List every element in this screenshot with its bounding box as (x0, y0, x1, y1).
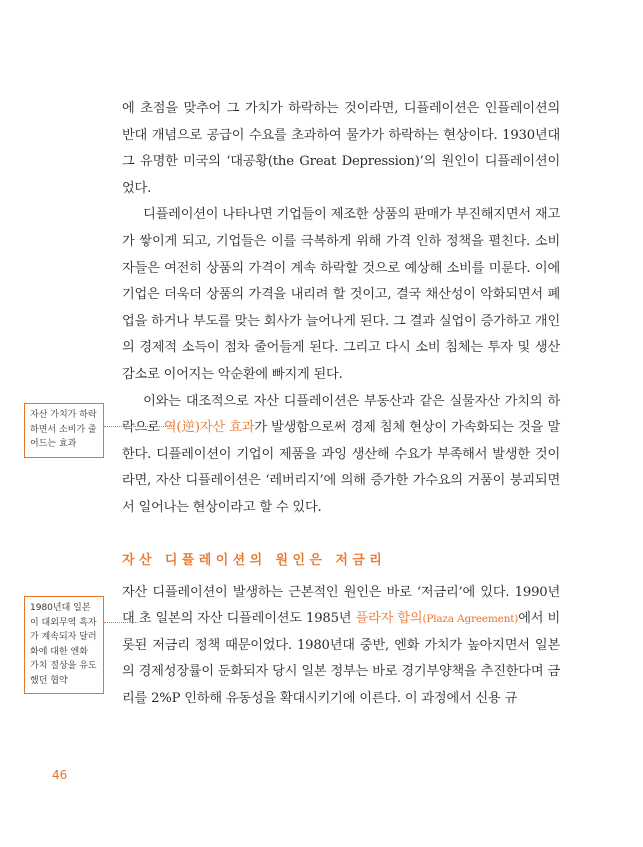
term-plaza-agreement-main: 플라자 합의 (355, 611, 423, 627)
term-reverse-asset-effect: 역(逆)자산 효과 (163, 420, 255, 436)
section-asset-deflation-cause (122, 550, 560, 713)
page-number: 46 (52, 768, 68, 782)
main-body-text (122, 96, 560, 712)
margin-note-plaza-agreement: 1980년대 일본이 대외무역 흑자가 계속되자 달러화에 대한 엔화 가치 절상을 유도했던 협약 (24, 596, 104, 694)
paragraph-1: 에 초점을 맞추어 그 가치가 하락하는 것이라면, 디플레이션은 인플레이션의 반대 개념으로 공급이 수요를 초과하여 물가가 하락하는 현상이다. 1930년대 그 유명한 미국의 ‘대공황(the Great Depression)’의 원인이 디플레이션이었다. (122, 101, 560, 196)
paragraph-3 (122, 389, 560, 522)
paragraph-2: 디플레이션이 나타나면 기업들이 제조한 상품의 판매가 부진해지면서 재고가 쌓이게 되고, 기업들은 이를 극복하게 위해 가격 인하 정책을 펼친다. 소비자들은 여전히 상품의 가격이 계속 하락할 것으로 예상해 소비를 미룬다. 이에 기업은 더욱더 상품의 가격을 내리려 할 것이고, 결국 채산성이 악화되면서 폐업을 하거나 부도를 맞는 회사가 늘어나게 된다. 그 결과 실업이 증가하고 개인의 경제적 소득이 점차 줄어들게 된다. 그리고 다시 소비 침체는 투자 및 생산 감소로 이어지는 악순환에 빠지게 된다. (122, 207, 560, 382)
section-paragraph-after: 에서 비롯된 저금리 정책 때문이었다. 1980년대 중반, 엔화 가치가 높아지면서 일본의 경제성장률이 둔화되자 당시 일본 정부는 바로 경기부양책을 추진한다며 금리를 2%P 인하해 유동성을 확대시키기에 이른다. 이 과정에서 신용 규 (122, 611, 561, 706)
section-title: 자산 디플레이션의 원인은 저금리 (122, 552, 387, 568)
margin-note-reverse-asset-effect: 자산 가치가 하락하면서 소비가 줄어드는 효과 (24, 403, 104, 458)
term-plaza-agreement (356, 611, 519, 626)
paragraph-3-before: 이와는 대조적으로 자산 디플레이션은 부동산과 같은 실물자산 가치의 하락으로 (122, 393, 560, 436)
section-paragraph-before: 자산 디플레이션이 발생하는 근본적인 원인은 바로 ‘저금리’에 있다. 1990년대 초 일본의 자산 디플레이션도 1985년 (122, 584, 560, 627)
paragraph-3-after: 가 발생함으로써 경제 침체 현상이 가속화되는 것을 말한다. 디플레이션이 기업이 제품을 과잉 생산해 수요가 부족해서 발생한 것이라면, 자산 디플레이션은 ‘레버리지’에 의해 증가한 가수요의 거품이 붕괴되면서 일어나는 현상이라고 할 수 있다. (122, 420, 560, 515)
note-leader-line-2 (104, 622, 138, 623)
section-paragraph (122, 580, 560, 713)
note-leader-line-1 (104, 426, 174, 427)
term-plaza-agreement-english: (Plaza Agreement) (422, 613, 519, 626)
